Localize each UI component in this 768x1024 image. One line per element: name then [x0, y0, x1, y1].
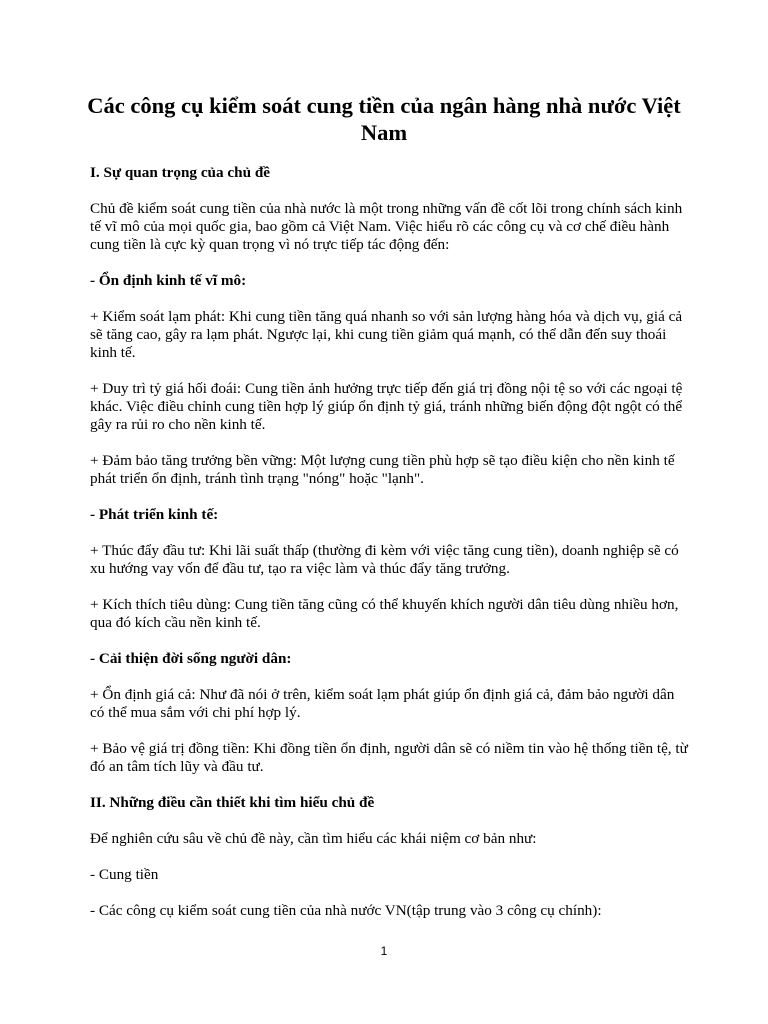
paragraph-inflation-control: + Kiểm soát lạm phát: Khi cung tiền tăng quá nhanh so với sản lượng hàng hóa và dịch vụ, giá cả sẽ tăng cao, gây ra lạm phát. Ngược lại, khi cung tiền giảm quá mạnh, có thể dẫn đến suy thoái kinh tế. [90, 308, 683, 361]
paragraph-basic-concepts: Để nghiên cứu sâu về chủ đề này, cần tìm hiểu các khái niệm cơ bản như: [90, 830, 537, 847]
paragraph-exchange-rate: + Duy trì tỷ giá hối đoái: Cung tiền ảnh hưởng trực tiếp đến giá trị đồng nội tệ so với các ngoại tệ khác. Việc điều chỉnh cung tiền hợp lý giúp ổn định tỷ giá, tránh những biến động đột ngột có thể gây ra rủi ro cho nền kinh tế. [90, 380, 683, 433]
subheading-economic-development: - Phát triển kinh tế: [90, 506, 219, 523]
paragraph-price-stability: + Ổn định giá cả: Như đã nói ở trên, kiểm soát lạm phát giúp ổn định giá cả, đảm bảo người dân có thể mua sắm với chi phí hợp lý. [90, 686, 675, 721]
document-title: Các công cụ kiểm soát cung tiền của ngân hàng nhà nước Việt Nam [87, 93, 681, 145]
subheading-macro-stability: - Ổn định kinh tế vĩ mô: [90, 272, 247, 289]
list-item-control-tools: - Các công cụ kiểm soát cung tiền của nhà nước VN(tập trung vào 3 công cụ chính): [90, 902, 602, 919]
paragraph-currency-value: + Bảo vệ giá trị đồng tiền: Khi đồng tiền ổn định, người dân sẽ có niềm tin vào hệ thống tiền tệ, từ đó an tâm tích lũy và đầu tư. [90, 740, 688, 775]
paragraph-consumption: + Kích thích tiêu dùng: Cung tiền tăng cũng có thể khuyến khích người dân tiêu dùng nhiều hơn, qua đó kích cầu nền kinh tế. [90, 596, 679, 631]
list-item-money-supply: - Cung tiền [90, 866, 159, 883]
page-number: 1 [380, 944, 388, 958]
section-heading-essentials: II. Những điều cần thiết khi tìm hiểu chủ đề [90, 794, 375, 811]
subheading-living-standards: - Cải thiện đời sống người dân: [90, 650, 292, 667]
section-heading-importance: I. Sự quan trọng của chủ đề [90, 164, 271, 181]
document-body [90, 164, 690, 938]
intro-paragraph: Chủ đề kiểm soát cung tiền của nhà nước là một trong những vấn đề cốt lõi trong chính sách kinh tế vĩ mô của mọi quốc gia, bao gồm cả Việt Nam. Việc hiểu rõ các công cụ và cơ chế điều hành cung tiền là cực kỳ quan trọng vì nó trực tiếp tác động đến: [90, 200, 683, 253]
paragraph-investment: + Thúc đẩy đầu tư: Khi lãi suất thấp (thường đi kèm với việc tăng cung tiền), doanh nghiệp sẽ có xu hướng vay vốn để đầu tư, tạo ra việc làm và thúc đẩy tăng trưởng. [90, 542, 679, 577]
paragraph-sustainable-growth: + Đảm bảo tăng trưởng bền vững: Một lượng cung tiền phù hợp sẽ tạo điều kiện cho nền kinh tế phát triển ổn định, tránh tình trạng "nóng" hoặc "lạnh". [90, 452, 675, 487]
